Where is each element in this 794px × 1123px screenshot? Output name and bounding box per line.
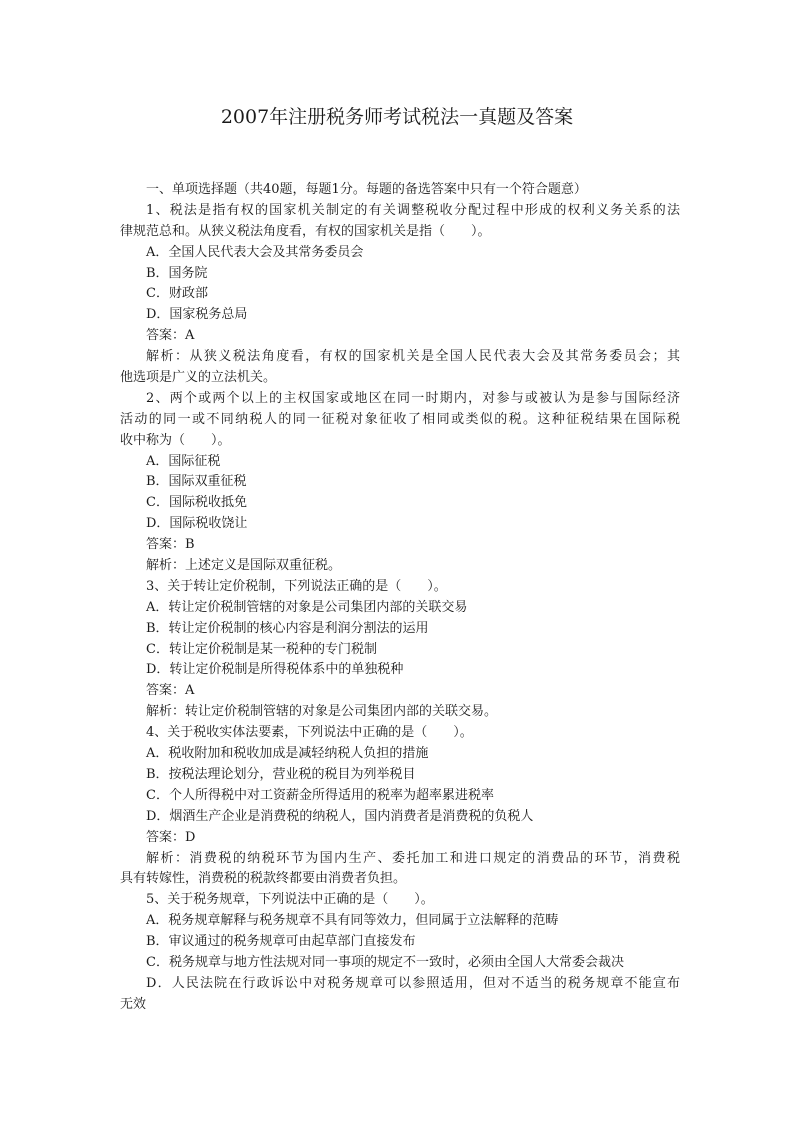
option-text: D．人民法院在行政诉讼中对税务规章可以参照适用，但对不适当的税务规章不能宣布 <box>146 975 680 991</box>
analysis-text: 解析：转让定价税制管辖的对象是公司集团内部的关联交易。 <box>146 704 498 720</box>
option-text: D．烟酒生产企业是消费税的纳税人，国内消费者是消费税的负税人 <box>146 808 534 824</box>
question-text: 1、税法是指有权的国家机关制定的有关调整税收分配过程中形成的权利义务关系的法 <box>146 202 680 218</box>
option-text: B．按税法理论划分，营业税的税目为列举税目 <box>146 766 416 782</box>
question-text: 2、两个或两个以上的主权国家或地区在同一时期内，对参与或被认为是参与国际经济 <box>146 390 680 406</box>
question-text: 律规范总和。从狭义税法角度看，有权的国家机关是指（ ）。 <box>120 223 491 239</box>
document-title: 2007年注册税务师考试税法一真题及答案 <box>220 106 574 128</box>
analysis-text: 解析：从狭义税法角度看，有权的国家机关是全国人民代表大会及其常务委员会；其 <box>146 349 680 365</box>
document-body <box>120 180 680 1016</box>
option-text: C．税务规章与地方性法规对同一事项的规定不一致时，必须由全国人大常委会裁决 <box>146 954 624 970</box>
option-text: A．税收附加和税收加成是减轻纳税人负担的措施 <box>146 746 429 762</box>
option-text: C．转让定价税制是某一税种的专门税制 <box>146 641 377 657</box>
question-text: 活动的同一或不同纳税人的同一征税对象征收了相同或类似的税。这种征税结果在国际税 <box>120 411 680 427</box>
answer-text: 答案：A <box>146 328 195 344</box>
option-text: B．审议通过的税务规章可由起草部门直接发布 <box>146 934 416 950</box>
analysis-text: 他选项是广义的立法机关。 <box>120 370 277 386</box>
answer-text: 答案：D <box>146 829 196 845</box>
question-text: 4、关于税收实体法要素，下列说法中正确的是（ ）。 <box>146 725 473 741</box>
section-heading: 一、单项选择题（共40题，每题1分。每题的备选答案中只有一个符合题意） <box>146 182 587 197</box>
question-text: 3、关于转让定价税制，下列说法正确的是（ ）。 <box>146 578 447 594</box>
option-text: C．国际税收抵免 <box>146 495 247 511</box>
option-text: B．国际双重征税 <box>146 474 247 490</box>
option-text: B．转让定价税制的核心内容是利润分割法的运用 <box>146 620 429 636</box>
option-text: B．国务院 <box>146 265 208 281</box>
option-text: D．国际税收饶让 <box>146 516 248 532</box>
option-text: A．全国人民代表大会及其常务委员会 <box>146 244 364 260</box>
option-text: C．财政部 <box>146 286 208 302</box>
answer-text: 答案：B <box>146 537 195 553</box>
analysis-text: 具有转嫁性，消费税的税款终都要由消费者负担。 <box>120 871 407 887</box>
analysis-text: 解析：上述定义是国际双重征税。 <box>146 558 342 574</box>
option-text: A．税务规章解释与税务规章不具有同等效力，但同属于立法解释的范畴 <box>146 913 559 929</box>
question-text: 收中称为（ ）。 <box>120 432 231 448</box>
option-text: A．国际征税 <box>146 453 221 469</box>
option-text: D．国家税务总局 <box>146 307 248 323</box>
option-text: A．转让定价税制管辖的对象是公司集团内部的关联交易 <box>146 599 468 615</box>
option-text: D．转让定价税制是所得税体系中的单独税种 <box>146 662 404 678</box>
option-text: C．个人所得税中对工资薪金所得适用的税率为超率累进税率 <box>146 787 494 803</box>
question-text: 5、关于税务规章，下列说法中正确的是（ ）。 <box>146 892 434 908</box>
option-text: 无效 <box>120 996 147 1012</box>
analysis-text: 解析：消费税的纳税环节为国内生产、委托加工和进口规定的消费品的环节，消费税 <box>146 850 680 866</box>
answer-text: 答案：A <box>146 683 195 699</box>
